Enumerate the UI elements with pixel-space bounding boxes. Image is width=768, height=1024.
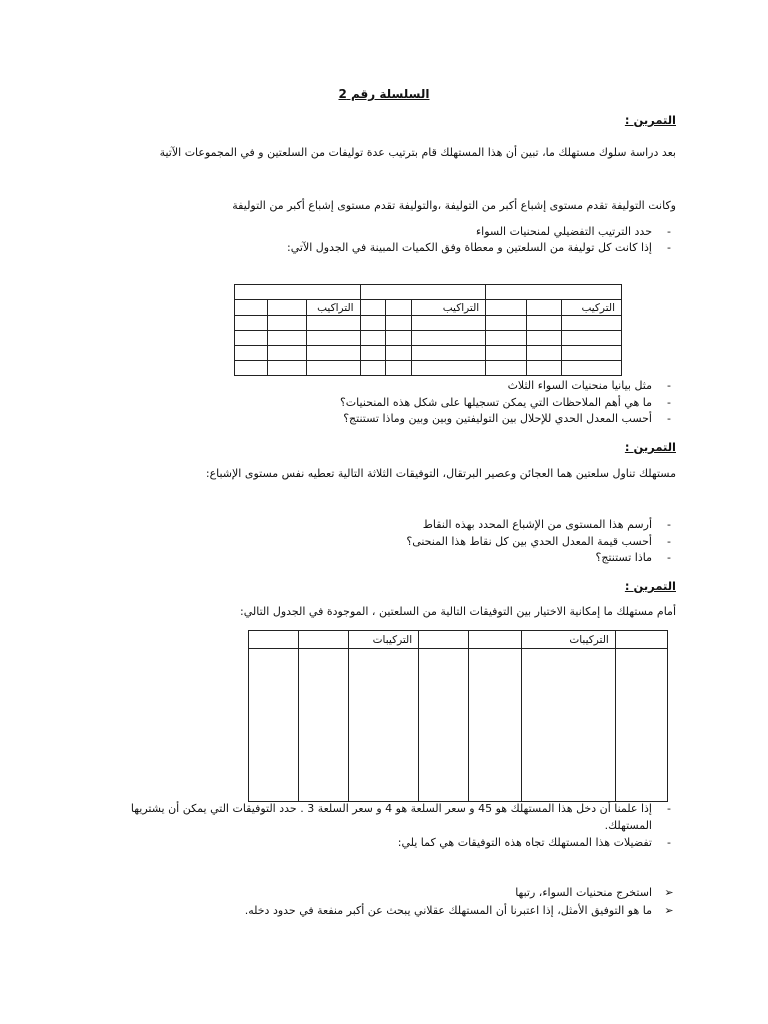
table-cell — [469, 631, 521, 649]
table-header: التراكيب — [307, 300, 361, 316]
dash-marker: - — [667, 802, 671, 815]
exercise-3-arrow-item-2 — [245, 904, 676, 917]
table-cell — [360, 285, 486, 300]
bullet-text: ماذا تستنتج؟ — [595, 551, 652, 564]
exercise-1-line-2: وكانت التوليفة تقدم مستوى إشباع أكبر من التوليفة ،والتوليفة تقدم مستوى إشباع أكبر من التوليفة — [232, 199, 676, 212]
exercise-3-line-1: أمام مستهلك ما إمكانية الاختيار بين التوفيقات التالية من السلعتين ، الموجودة في الجدول التالي: — [240, 605, 676, 618]
arrow-item-text: استخرج منحنيات السواء، رتبها — [515, 886, 652, 899]
arrow-item-text: ما هو التوفيق الأمثل، إذا اعتبرنا أن المستهلك عقلاني يبحث عن أكبر منفعة في حدود دخله. — [244, 904, 652, 917]
table-cell — [615, 631, 667, 649]
bullet-text: أرسم هذا المستوى من الإشباع المحدد بهذه النقاط — [422, 518, 652, 531]
dash-marker: - — [667, 396, 671, 409]
arrow-icon: ➢ — [664, 904, 674, 917]
table-header: التركيبات — [349, 631, 419, 649]
bullet-text: أحسب قيمة المعدل الحدي بين كل نقاط هذا المنحنى؟ — [406, 535, 652, 548]
exercise-2-heading: التمرين : — [624, 440, 676, 454]
exercise-1-bullet-1 — [476, 225, 676, 238]
bullet-text: إذا علمنا أن دخل هذا المستهلك هو 45 و سعر السلعة هو 4 و سعر السلعة 3 . حدد التوفيقات التي يمكن أن يشتريها — [130, 802, 652, 815]
exercise-3-heading: التمرين : — [624, 579, 676, 593]
table-cell — [249, 631, 299, 649]
dash-marker: - — [667, 379, 671, 392]
table-cell — [527, 300, 561, 316]
table-header: التركيبات — [521, 631, 615, 649]
dash-marker: - — [667, 836, 671, 849]
bullet-text: إذا كانت كل توليفة من السلعتين و معطاة وفق الكميات المبينة في الجدول الآتي: — [287, 241, 652, 254]
bullet-text: أحسب المعدل الحدي للإحلال بين التوليفتين وبين وبين وماذا تستنتج؟ — [343, 412, 652, 425]
table-cell — [267, 300, 307, 316]
bundles-table-2 — [248, 630, 668, 802]
table-cell — [235, 285, 361, 300]
table-header: التركيب — [561, 300, 621, 316]
exercise-1-bullet-5 — [343, 412, 676, 425]
exercise-2-bullet-1 — [423, 518, 676, 531]
exercise-2-bullet-3 — [596, 551, 676, 564]
dash-marker: - — [667, 225, 671, 238]
exercise-1-bullet-3 — [508, 379, 676, 392]
dash-marker: - — [667, 551, 671, 564]
exercise-3-bullet-1 — [131, 802, 676, 815]
exercise-1-line-1: بعد دراسة سلوك مستهلك ما، تبين أن هذا المستهلك قام بترتيب عدة توليفات من السلعتين و في المجموعات الآتية — [159, 146, 676, 159]
bullet-text: تفضيلات هذا المستهلك تجاه هذه التوفيقات هي كما يلي: — [397, 836, 652, 849]
table-cell — [486, 285, 622, 300]
page-title: السلسلة رقم 2 — [338, 87, 430, 101]
bullet-text: مثل بيانيا منحنيات السواء الثلاث — [507, 379, 652, 392]
table-cell — [299, 631, 349, 649]
dash-marker: - — [667, 412, 671, 425]
dash-marker: - — [667, 535, 671, 548]
exercise-1-bullet-4 — [340, 396, 676, 409]
table-cell — [419, 631, 469, 649]
bullet-text: ما هي أهم الملاحظات التي يمكن تسجيلها على شكل هذه المنحنيات؟ — [339, 396, 652, 409]
exercise-1-bullet-2 — [287, 241, 676, 254]
table-cell — [360, 300, 386, 316]
arrow-icon: ➢ — [664, 886, 674, 899]
exercise-3-arrow-item-1 — [515, 886, 676, 899]
table-cell — [386, 300, 412, 316]
exercise-2-bullet-2 — [406, 535, 676, 548]
exercise-3-bullet-1-continuation: المستهلك. — [604, 819, 652, 832]
exercise-3-bullet-2 — [398, 836, 676, 849]
table-cell — [486, 300, 527, 316]
dash-marker: - — [667, 518, 671, 531]
bullet-text: حدد الترتيب التفضيلي لمنحنيات السواء — [475, 225, 652, 238]
exercise-1-heading: التمرين : — [624, 113, 676, 127]
table-cell — [235, 300, 268, 316]
exercise-2-line-1: مستهلك تناول سلعتين هما العجائن وعصير البرتقال، التوفيقات الثلاثة التالية تعطيه نفس مستوى الإشباع: — [205, 467, 676, 480]
table-header: التراكيب — [411, 300, 486, 316]
bundles-table-1 — [234, 284, 622, 376]
dash-marker: - — [667, 241, 671, 254]
